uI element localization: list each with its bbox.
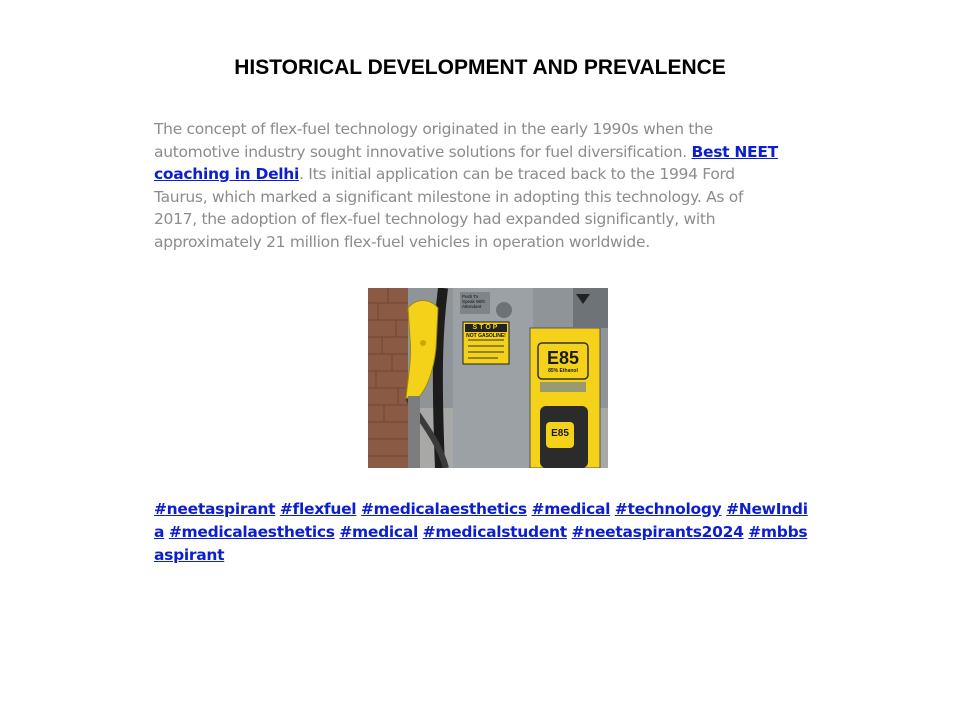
- hashtag-link[interactable]: #medical: [339, 523, 418, 541]
- push-to-speak-label: Push To Speak With Attendant: [462, 294, 486, 309]
- stop-sign-title: STOP: [472, 324, 500, 331]
- hashtag-link[interactable]: #medical: [531, 500, 611, 518]
- hashtag-link[interactable]: #technology: [614, 500, 722, 518]
- hashtag-link[interactable]: #medicalaesthetics: [168, 523, 335, 541]
- hashtag-link[interactable]: #neetaspirant: [154, 500, 276, 518]
- hashtag-link[interactable]: #flexfuel: [279, 500, 357, 518]
- fuel-pump-photo: [368, 288, 608, 468]
- hashtag-link[interactable]: #medicalaesthetics: [360, 500, 527, 518]
- paragraph-text-2: . Its initial application can be traced back to the 1994 Ford Taurus, which marked a significant milestone in adopting this technology. As of 2017, the adoption of flex-fuel technology had expanded significantly, with approximately 21 million flex-fuel vehicles in operation worldwide.: [154, 165, 744, 251]
- hashtag-link[interactable]: #medicalstudent: [422, 523, 567, 541]
- e85-nozzle-label: E85: [551, 428, 569, 439]
- hashtag-list: [154, 498, 814, 567]
- ethanol-percent-label: 85% Ethanol: [548, 368, 578, 374]
- hashtag-link[interactable]: #neetaspirants2024: [571, 523, 744, 541]
- e85-brand-label: E85: [546, 348, 580, 368]
- hashtag-link[interactable]: #mbbsaspirant: [154, 523, 808, 564]
- stop-sign-subtitle: NOT GASOLINE!: [466, 333, 506, 339]
- paragraph-text-1: The concept of flex-fuel technology originated in the early 1990s when the automotive industry sought innovative solutions for fuel diversification.: [154, 120, 713, 161]
- slide-title: HISTORICAL DEVELOPMENT AND PREVALENCE: [234, 56, 726, 79]
- neet-coaching-link[interactable]: Best NEET coaching in Delhi: [154, 142, 778, 184]
- body-paragraph: [154, 118, 790, 254]
- hashtag-link[interactable]: #NewIndia: [154, 500, 808, 541]
